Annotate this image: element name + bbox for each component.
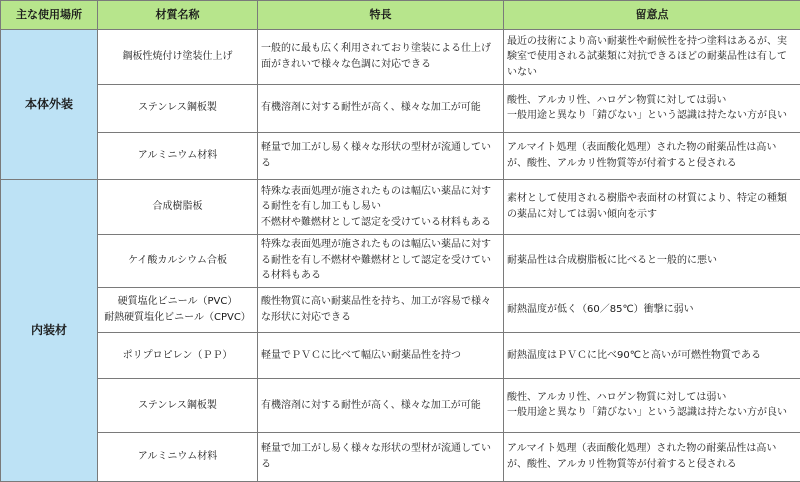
table-row xyxy=(1,432,800,481)
feature-text-line: 特殊な表面処理が施されたものは幅広い薬品に対す xyxy=(261,185,491,197)
note-cell xyxy=(504,84,800,132)
feature-text-line: 特殊な表面処理が施されたものは幅広い薬品に対す xyxy=(261,239,491,251)
note-text-line: が、酸性、アルカリ性物質等が付着すると侵される xyxy=(507,458,737,470)
note-text-line: アルマイト処理（表面酸化処理）された物の耐薬品性は高い xyxy=(507,443,777,455)
header-material: 材質名称 xyxy=(98,1,258,30)
feature-cell xyxy=(258,379,504,432)
note-cell xyxy=(504,132,800,179)
feature-text-line: 面がきれいで様々な色調に対応できる xyxy=(261,58,431,70)
note-text-line: 耐熱温度はＰＶＣに比べ90℃と高いが可燃性物質である xyxy=(507,349,761,361)
table-row xyxy=(1,30,800,85)
note-text-line: の薬品に対しては弱い傾向を示す xyxy=(507,208,657,220)
table-body xyxy=(1,30,800,482)
material-cell xyxy=(98,287,258,332)
note-text-line: 最近の技術により高い耐薬性や耐候性を持つ塗料はあるが、実 xyxy=(507,35,787,47)
note-cell xyxy=(504,30,800,85)
note-cell xyxy=(504,332,800,378)
table-row xyxy=(1,84,800,132)
note-text-line: 一般用途と異なり「錆びない」という認識は持たない方が良い xyxy=(507,110,787,122)
feature-text-line: な形状に対応できる xyxy=(261,311,351,323)
feature-cell xyxy=(258,84,504,132)
feature-text-line: 軽量でＰＶＣに比べて幅広い耐薬品性を持つ xyxy=(261,349,461,361)
material-text-line: アルミニウム材料 xyxy=(137,451,218,463)
note-cell xyxy=(504,432,800,481)
feature-text-line: 軽量で加工がし易く様々な形状の型材が流通してい xyxy=(261,142,491,154)
header-note: 留意点 xyxy=(504,1,800,30)
feature-cell xyxy=(258,180,504,235)
table-row xyxy=(1,234,800,287)
table-header xyxy=(1,1,800,30)
material-text-line: ステンレス鋼板製 xyxy=(138,399,217,411)
feature-cell xyxy=(258,432,504,481)
feature-text-line: 有機溶剤に対する耐性が高く、様々な加工が可能 xyxy=(261,102,481,114)
location-cell: 内装材 xyxy=(1,180,98,482)
note-text-line: 験室で使用される試薬類に対抗できるほどの耐薬品性は有して xyxy=(507,51,787,62)
header-feature: 特長 xyxy=(258,1,504,30)
note-cell xyxy=(504,234,800,287)
location-cell: 本体外装 xyxy=(1,30,98,180)
feature-text-line: る xyxy=(261,458,271,470)
material-text-line: 鋼板性焼付け塗装仕上げ xyxy=(122,51,233,62)
table-row xyxy=(1,332,800,378)
feature-cell xyxy=(258,132,504,179)
feature-cell xyxy=(258,332,504,378)
note-cell xyxy=(504,287,800,332)
note-text-line: 一般用途と異なり「錆びない」という認識は持たない方が良い xyxy=(507,407,787,419)
feature-cell xyxy=(258,30,504,85)
material-text-line: ポリプロピレン（ＰＰ） xyxy=(122,349,233,361)
table-row xyxy=(1,180,800,235)
material-text-line: アルミニウム材料 xyxy=(137,150,218,162)
table-row xyxy=(1,287,800,332)
feature-cell xyxy=(258,234,504,287)
feature-text-line: る耐性を有し不燃材や難燃材として認定を受けてい xyxy=(261,254,491,266)
note-cell xyxy=(504,379,800,432)
feature-text-line: る材料もある xyxy=(261,270,321,282)
feature-text-line: 酸性物質に高い耐薬品性を持ち、加工が容易で様々 xyxy=(261,296,491,308)
material-text-line: 耐熱硬質塩化ビニール（CPVC） xyxy=(104,311,251,323)
material-text-line: ステンレス鋼板製 xyxy=(138,102,217,114)
material-cell xyxy=(98,234,258,287)
note-text-line: 耐薬品性は合成樹脂板に比べると一般的に悪い xyxy=(507,254,717,266)
note-text-line: 酸性、アルカリ性、ハロゲン物質に対しては弱い xyxy=(507,94,727,106)
feature-text-line: る xyxy=(261,157,271,169)
note-cell xyxy=(504,180,800,235)
material-text-line: 合成樹脂板 xyxy=(152,201,203,213)
table-row xyxy=(1,379,800,432)
material-cell xyxy=(98,379,258,432)
material-cell xyxy=(98,180,258,235)
header-location: 主な使用場所 xyxy=(1,1,98,30)
material-cell xyxy=(98,432,258,481)
material-text-line: ケイ酸カルシウム合板 xyxy=(128,254,227,266)
note-text-line: いない xyxy=(507,66,537,78)
feature-text-line: 不燃材や難燃材として認定を受けている材料もある xyxy=(261,216,491,228)
note-text-line: 耐熱温度が低く（60／85℃）衝撃に弱い xyxy=(507,303,694,315)
note-text-line: 酸性、アルカリ性、ハロゲン物質に対しては弱い xyxy=(507,391,727,403)
material-cell xyxy=(98,132,258,179)
note-text-line: が、酸性、アルカリ性物質等が付着すると侵される xyxy=(507,157,737,169)
material-cell xyxy=(98,84,258,132)
table-row xyxy=(1,132,800,179)
feature-text-line: 軽量で加工がし易く様々な形状の型材が流通してい xyxy=(261,443,491,455)
material-text-line: 硬質塩化ビニール（PVC） xyxy=(117,296,238,308)
feature-text-line: る耐性を有し加工もし易い xyxy=(261,201,381,213)
material-cell xyxy=(98,30,258,85)
material-cell xyxy=(98,332,258,378)
feature-cell xyxy=(258,287,504,332)
feature-text-line: 一般的に最も広く利用されており塗装による仕上げ xyxy=(261,43,491,55)
feature-text-line: 有機溶剤に対する耐性が高く、様々な加工が可能 xyxy=(261,399,481,411)
note-text-line: 素材として使用される樹脂や表面材の材質により、特定の種類 xyxy=(507,193,787,205)
note-text-line: アルマイト処理（表面酸化処理）された物の耐薬品性は高い xyxy=(507,142,777,154)
